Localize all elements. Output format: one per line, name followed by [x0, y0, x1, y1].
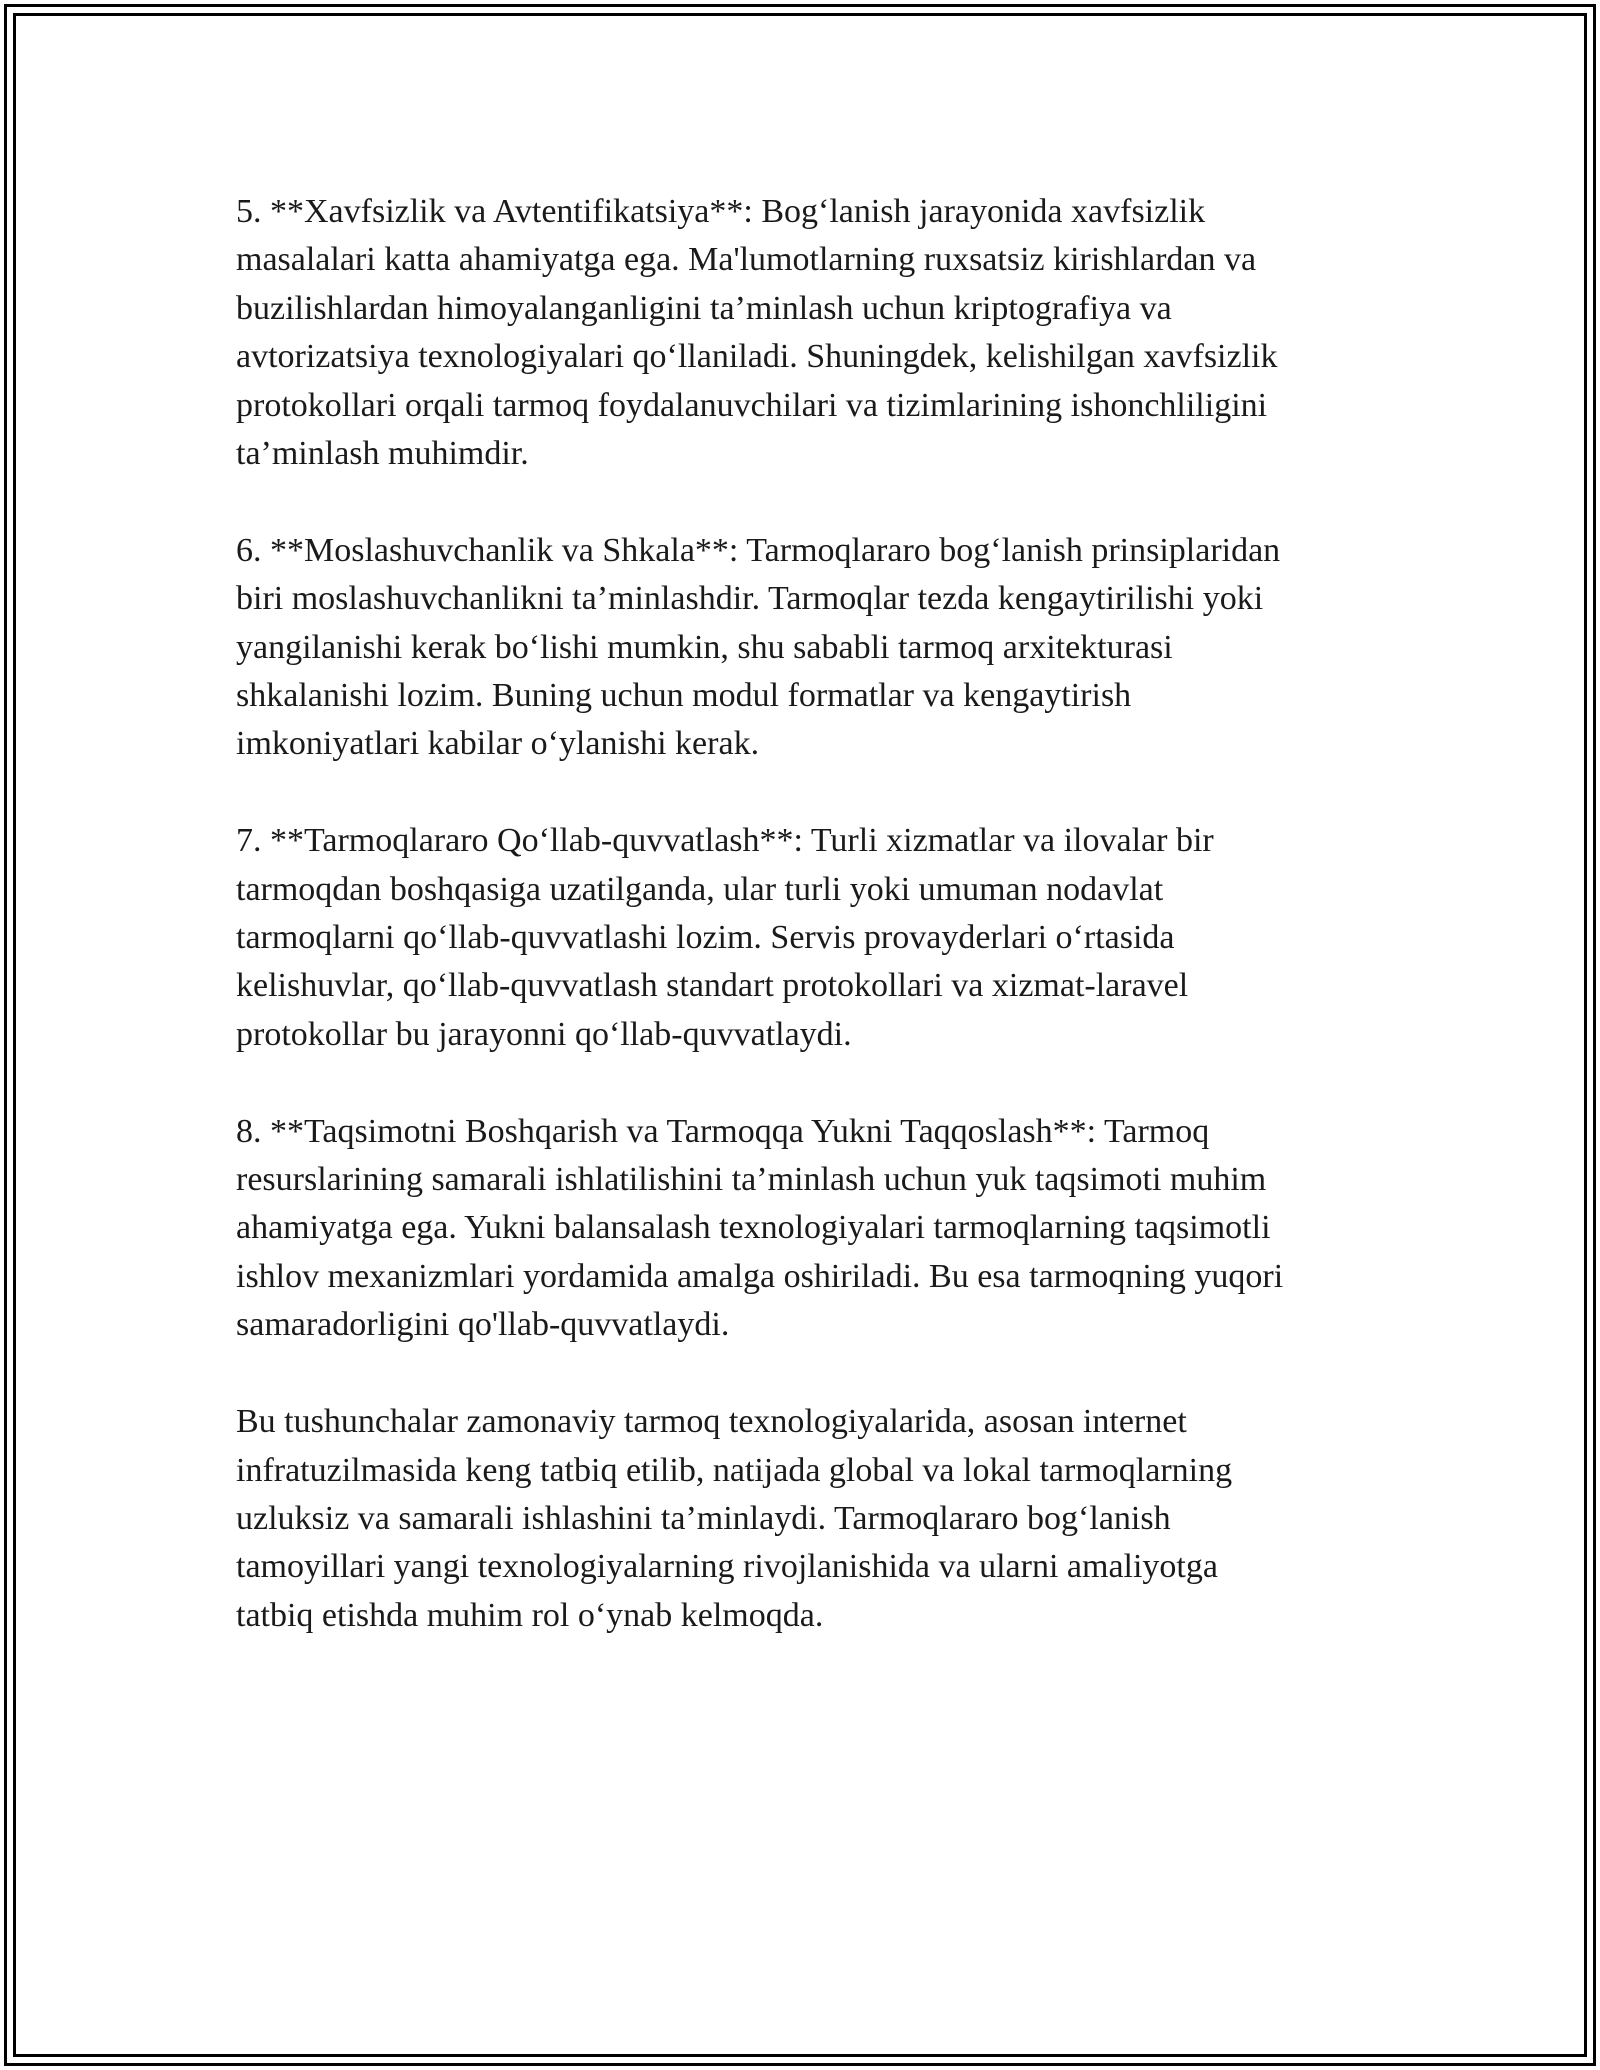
text-line: buzilishlardan himoyalanganligini ta’minlash uchun kriptografiya va	[236, 289, 1172, 327]
text-line: protokollar bu jarayonni qo‘llab-quvvatlaydi.	[236, 1015, 852, 1053]
paragraph-flexibility-scale	[236, 527, 1396, 769]
text-line: biri moslashuvchanlikni ta’minlashdir. Tarmoqlar tezda kengaytirilishi yoki	[236, 580, 1264, 618]
paragraph-load-distribution	[236, 1108, 1396, 1350]
paragraph-security-authentication	[236, 188, 1396, 478]
text-line: ahamiyatga ega. Yukni balansalash texnologiyalari tarmoqlarning taqsimotli	[236, 1209, 1271, 1247]
text-line: infratuzilmasida keng tatbiq etilib, natijada global va lokal tarmoqlarning	[236, 1451, 1233, 1489]
text-line: resurslarining samarali ishlatilishini ta’minlash uchun yuk taqsimoti muhim	[236, 1161, 1267, 1199]
text-line: 6. **Moslashuvchanlik va Shkala**: Tarmoqlararo bog‘lanish prinsiplaridan	[236, 531, 1281, 569]
document-body	[236, 188, 1396, 1689]
text-line: imkoniyatlari kabilar o‘ylanishi kerak.	[236, 725, 760, 763]
text-line: tamoyillari yangi texnologiyalarning rivojlanishida va ularni amaliyotga	[236, 1548, 1218, 1586]
text-line: ishlov mexanizmlari yordamida amalga oshiriladi. Bu esa tarmoqning yuqori	[236, 1257, 1284, 1295]
text-line: masalalari katta ahamiyatga ega. Ma'lumotlarning ruxsatsiz kirishlardan va	[236, 241, 1257, 279]
paragraph-conclusion	[236, 1398, 1396, 1640]
text-line: protokollari orqali tarmoq foydalanuvchilari va tizimlarining ishonchliligini	[236, 386, 1268, 424]
text-line: samaradorligini qo'llab-quvvatlaydi.	[236, 1306, 730, 1344]
text-line: tarmoqlarni qo‘llab-quvvatlashi lozim. Servis provayderlari o‘rtasida	[236, 919, 1175, 957]
text-line: uzluksiz va samarali ishlashini ta’minlaydi. Tarmoqlararo bog‘lanish	[236, 1499, 1171, 1537]
text-line: 5. **Xavfsizlik va Avtentifikatsiya**: Bog‘lanish jarayonida xavfsizlik	[236, 193, 1206, 230]
text-line: kelishuvlar, qo‘llab-quvvatlash standart protokollari va xizmat-laravel	[236, 967, 1189, 1005]
text-line: tatbiq etishda muhim rol o‘ynab kelmoqda.	[236, 1596, 824, 1634]
text-line: Bu tushunchalar zamonaviy tarmoq texnologiyalarida, asosan internet	[236, 1403, 1187, 1441]
text-line: 7. **Tarmoqlararo Qo‘llab-quvvatlash**: Turli xizmatlar va ilovalar bir	[236, 822, 1214, 860]
text-line: shkalanishi lozim. Buning uchun modul formatlar va kengaytirish	[236, 677, 1132, 715]
text-line: tarmoqdan boshqasiga uzatilganda, ular turli yoki umuman nodavlat	[236, 870, 1164, 908]
text-line: avtorizatsiya texnologiyalari qo‘llaniladi. Shuningdek, kelishilgan xavfsizlik	[236, 338, 1278, 376]
paragraph-internetwork-support	[236, 817, 1396, 1059]
text-line: 8. **Taqsimotni Boshqarish va Tarmoqqa Yukni Taqqoslash**: Tarmoq	[236, 1112, 1210, 1150]
text-line: ta’minlash muhimdir.	[236, 435, 529, 473]
text-line: yangilanishi kerak bo‘lishi mumkin, shu sababli tarmoq arxitekturasi	[236, 628, 1173, 666]
